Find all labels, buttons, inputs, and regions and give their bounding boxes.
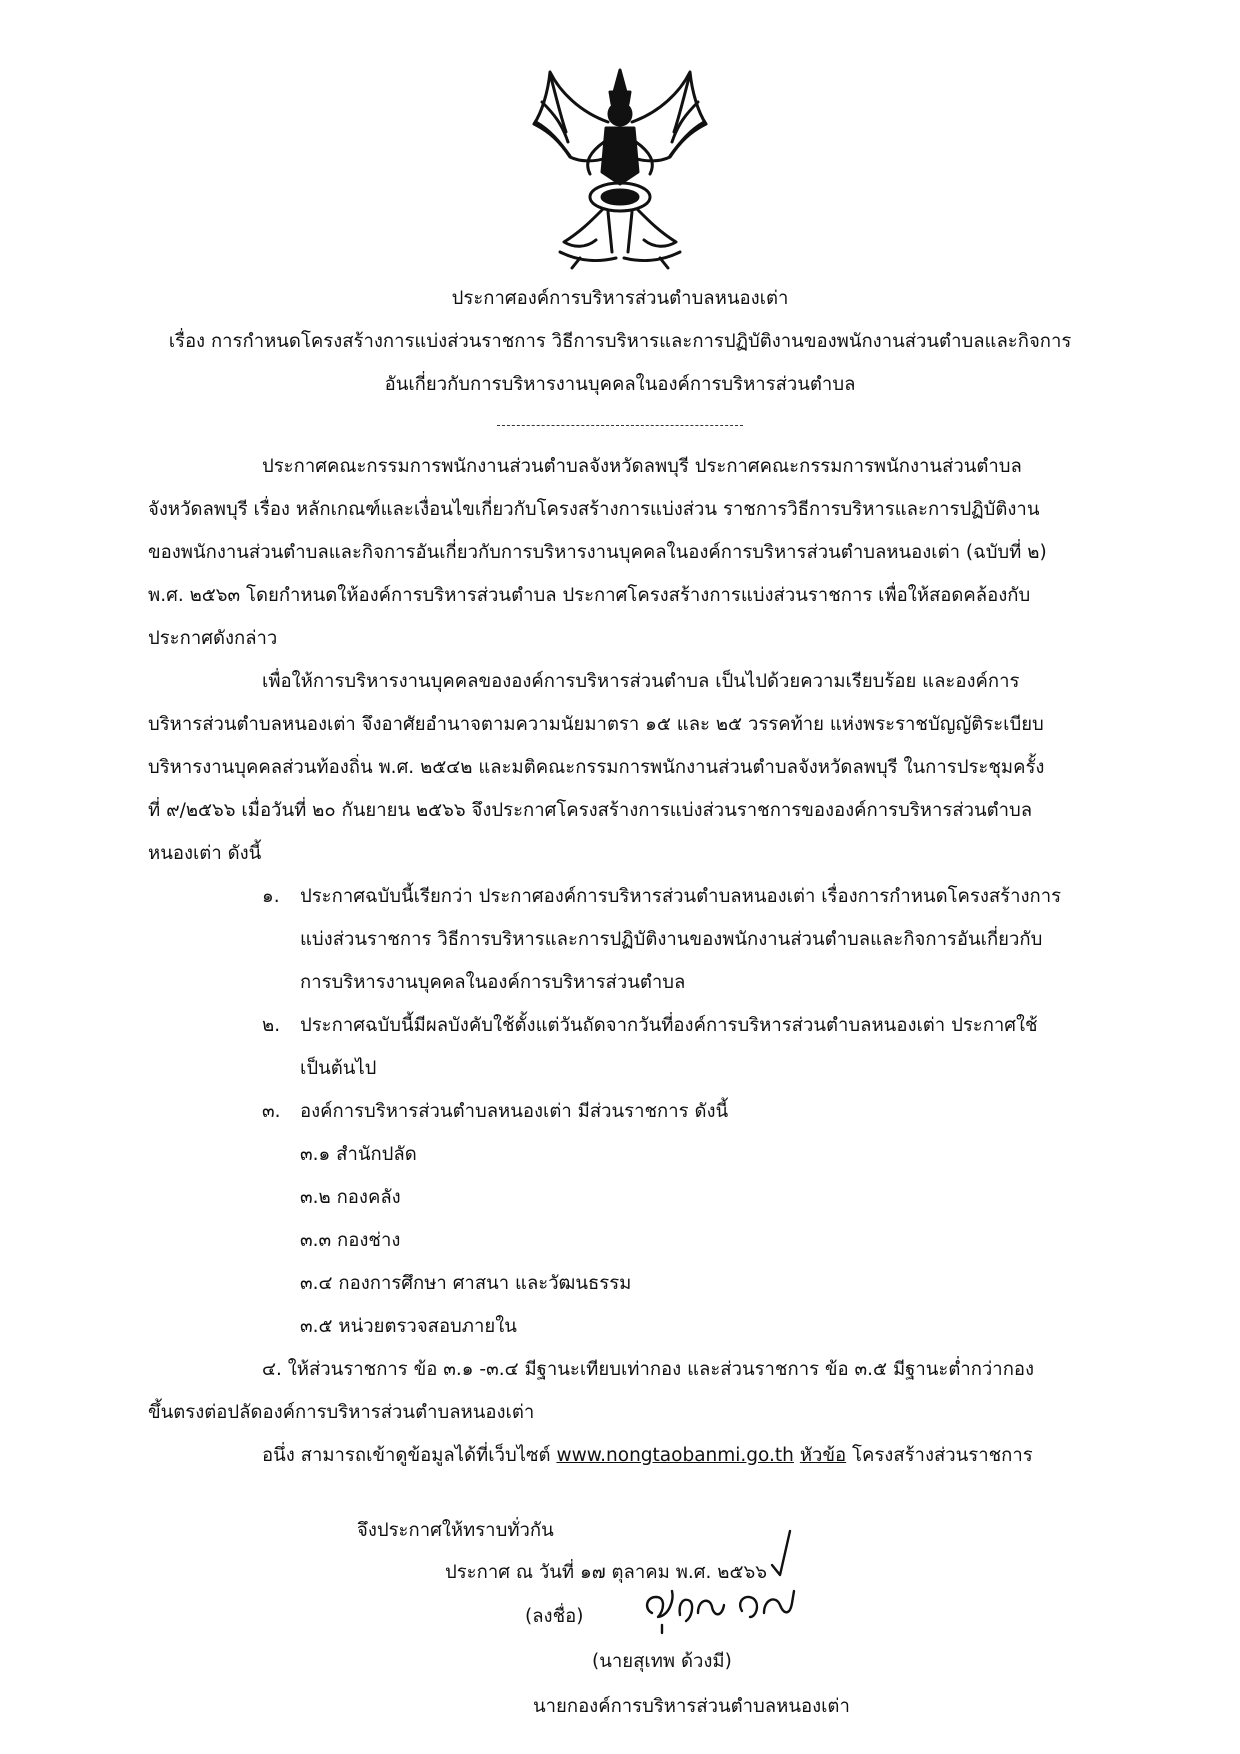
para1-line: จังหวัดลพบุรี เรื่อง หลักเกณฑ์และเงื่อนไขเกี่ยวกับโครงสร้างการแบ่งส่วน ราชการวิธีการบริหารและการปฏิบัติงาน [148,499,1040,520]
para2-line: บริหารส่วนตำบลหนองเต่า จึงอาศัยอำนาจตามความนัยมาตรา ๑๕ และ ๒๕ วรรคท้าย แห่งพระราชบัญญัติระเบียบ [148,714,1044,735]
closing-line: จึงประกาศให้ทราบทั่วกัน [357,1520,554,1541]
subject-line-2: อันเกี่ยวกับการบริหารงานบุคคลในองค์การบริหารส่วนตำบล [384,374,856,395]
website-line [262,1441,1033,1471]
item3-number: ๓. [262,1101,281,1122]
date-line: ประกาศ ณ วันที่ ๑๗ ตุลาคม พ.ศ. ๒๕๖๖ [445,1562,767,1583]
website-link[interactable]: www.nongtaobanmi.go.th [556,1445,794,1466]
title-separator [497,425,743,426]
subitem-3-2: ๓.๒ กองคลัง [300,1187,401,1208]
signed-label: (ลงชื่อ) [525,1606,584,1627]
website-suffix: โครงสร้างส่วนราชการ [852,1445,1033,1466]
announcement-title: ประกาศองค์การบริหารส่วนตำบลหนองเต่า [451,288,789,309]
subject-line-1: เรื่อง การกำหนดโครงสร้างการแบ่งส่วนราชการ วิธีการบริหารและการปฏิบัติงานของพนักงานส่วนตำบลและกิจการ [168,331,1072,352]
signer-name: (นายสุเทพ ด้วงมี) [592,1651,732,1672]
item4-line: ๔. ให้ส่วนราชการ ข้อ ๓.๑ -๓.๔ มีฐานะเทียบเท่ากอง และส่วนราชการ ข้อ ๓.๕ มีฐานะต่ำกว่ากอง [262,1359,1035,1380]
item1-line: การบริหารงานบุคคลในองค์การบริหารส่วนตำบล [300,972,686,993]
garuda-emblem-icon [520,62,720,272]
item2-line: เป็นต้นไป [300,1058,377,1079]
subitem-3-1: ๓.๑ สำนักปลัด [300,1144,417,1165]
website-topic-label: หัวข้อ [799,1445,847,1466]
signer-position: นายกองค์การบริหารส่วนตำบลหนองเต่า [533,1696,850,1717]
item3-text: องค์การบริหารส่วนตำบลหนองเต่า มีส่วนราชการ ดังนี้ [300,1101,729,1122]
item1-number: ๑. [262,886,280,907]
item1-line: ประกาศฉบับนี้เรียกว่า ประกาศองค์การบริหารส่วนตำบลหนองเต่า เรื่องการกำหนดโครงสร้างการ [300,886,1062,907]
item2-line: ประกาศฉบับนี้มีผลบังคับใช้ตั้งแต่วันถัดจากวันที่องค์การบริหารส่วนตำบลหนองเต่า ประกาศใช้ [300,1015,1038,1036]
para1-line: พ.ศ. ๒๕๖๓ โดยกำหนดให้องค์การบริหารส่วนตำบล ประกาศโครงสร้างการแบ่งส่วนราชการ เพื่อให้สอดคล้องกับ [148,585,1031,606]
item2-number: ๒. [262,1015,281,1036]
para1-line: ประกาศดังกล่าว [148,628,278,649]
para2-line: ที่ ๙/๒๕๖๖ เมื่อวันที่ ๒๐ กันยายน ๒๕๖๖ จึงประกาศโครงสร้างการแบ่งส่วนราชการขององค์การบริหารส่วนตำบล [148,800,1033,821]
handwritten-signature [640,1525,820,1635]
item4-line: ขึ้นตรงต่อปลัดองค์การบริหารส่วนตำบลหนองเต่า [148,1402,535,1423]
para2-line: เพื่อให้การบริหารงานบุคคลขององค์การบริหารส่วนตำบล เป็นไปด้วยความเรียบร้อย และองค์การ [262,671,1020,692]
para2-line: บริหารงานบุคคลส่วนท้องถิ่น พ.ศ. ๒๕๔๒ และมติคณะกรรมการพนักงานส่วนตำบลจังหวัดลพบุรี ในการประชุมครั้ง [148,757,1045,778]
subitem-3-4: ๓.๔ กองการศึกษา ศาสนา และวัฒนธรรม [300,1273,632,1294]
subitem-3-5: ๓.๕ หน่วยตรวจสอบภายใน [300,1316,517,1337]
website-prefix: อนึ่ง สามารถเข้าดูข้อมูลได้ที่เว็บไซต์ [262,1445,551,1466]
item1-line: แบ่งส่วนราชการ วิธีการบริหารและการปฏิบัติงานของพนักงานส่วนตำบลและกิจการอันเกี่ยวกับ [300,929,1043,950]
para2-line: หนองเต่า ดังนี้ [148,843,262,864]
para1-line: ของพนักงานส่วนตำบลและกิจการอันเกี่ยวกับการบริหารงานบุคคลในองค์การบริหารส่วนตำบลหนองเต่า (ฉบับที่ ๒) [148,542,1047,563]
para1-line: ประกาศคณะกรรมการพนักงานส่วนตำบลจังหวัดลพบุรี ประกาศคณะกรรมการพนักงานส่วนตำบล [262,456,1022,477]
subitem-3-3: ๓.๓ กองช่าง [300,1230,401,1251]
